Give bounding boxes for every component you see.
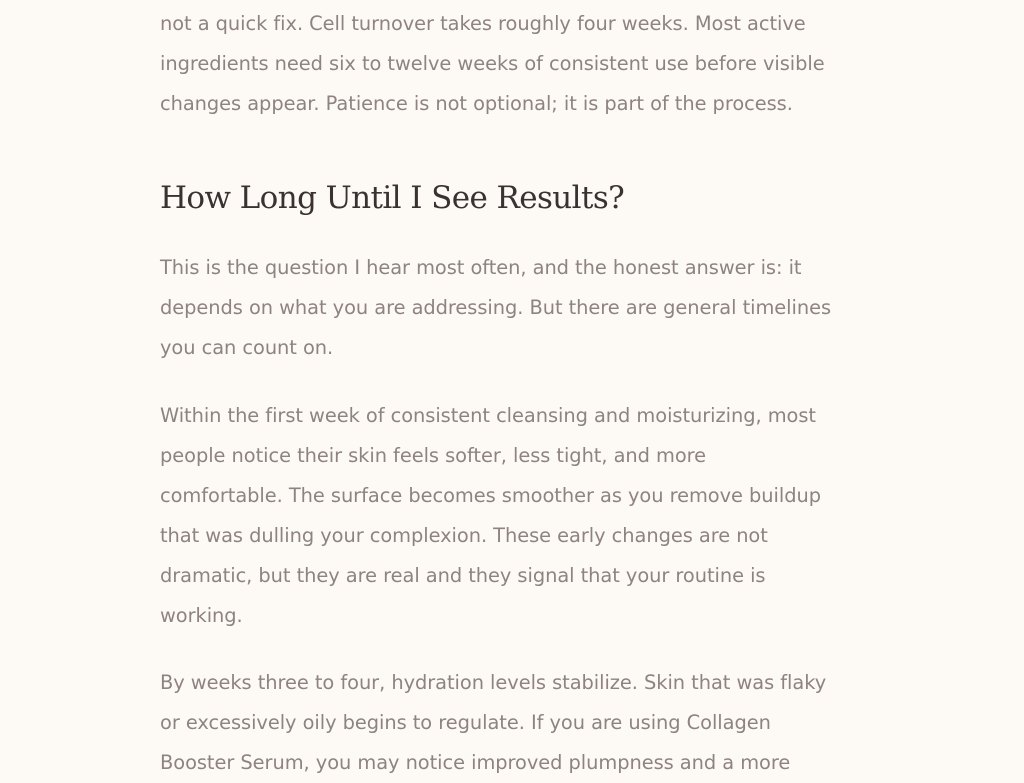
text-line: depends on what you are addressing. But there are general timelines <box>160 296 832 319</box>
paragraph-first-week <box>160 396 821 636</box>
text-line: Booster Serum, you may notice improved plumpness and a more <box>160 751 791 774</box>
text-line: working. <box>160 604 243 627</box>
section-heading: How Long Until I See Results? <box>160 180 625 216</box>
text-line: By weeks three to four, hydration levels stabilize. Skin that was flaky <box>160 671 827 694</box>
text-line: that was dulling your complexion. These early changes are not <box>160 524 768 547</box>
text-line: dramatic, but they are real and they signal that your routine is <box>160 564 766 587</box>
paragraph-weeks-three-four <box>160 663 826 783</box>
text-line: Within the first week of consistent cleansing and moisturizing, most <box>160 404 816 427</box>
text-line: you can count on. <box>160 336 334 359</box>
text-line: comfortable. The surface becomes smoother as you remove buildup <box>160 484 821 507</box>
intro-paragraph <box>160 4 825 124</box>
text-line: This is the question I hear most often, and the honest answer is: it <box>160 256 802 279</box>
text-line: changes appear. Patience is not optional; it is part of the process. <box>160 92 793 115</box>
text-line: people notice their skin feels softer, less tight, and more <box>160 444 707 467</box>
text-line: ingredients need six to twelve weeks of consistent use before visible <box>160 52 825 75</box>
text-line: or excessively oily begins to regulate. If you are using Collagen <box>160 711 771 734</box>
paragraph-question <box>160 248 831 368</box>
text-line: not a quick fix. Cell turnover takes roughly four weeks. Most active <box>160 12 806 35</box>
